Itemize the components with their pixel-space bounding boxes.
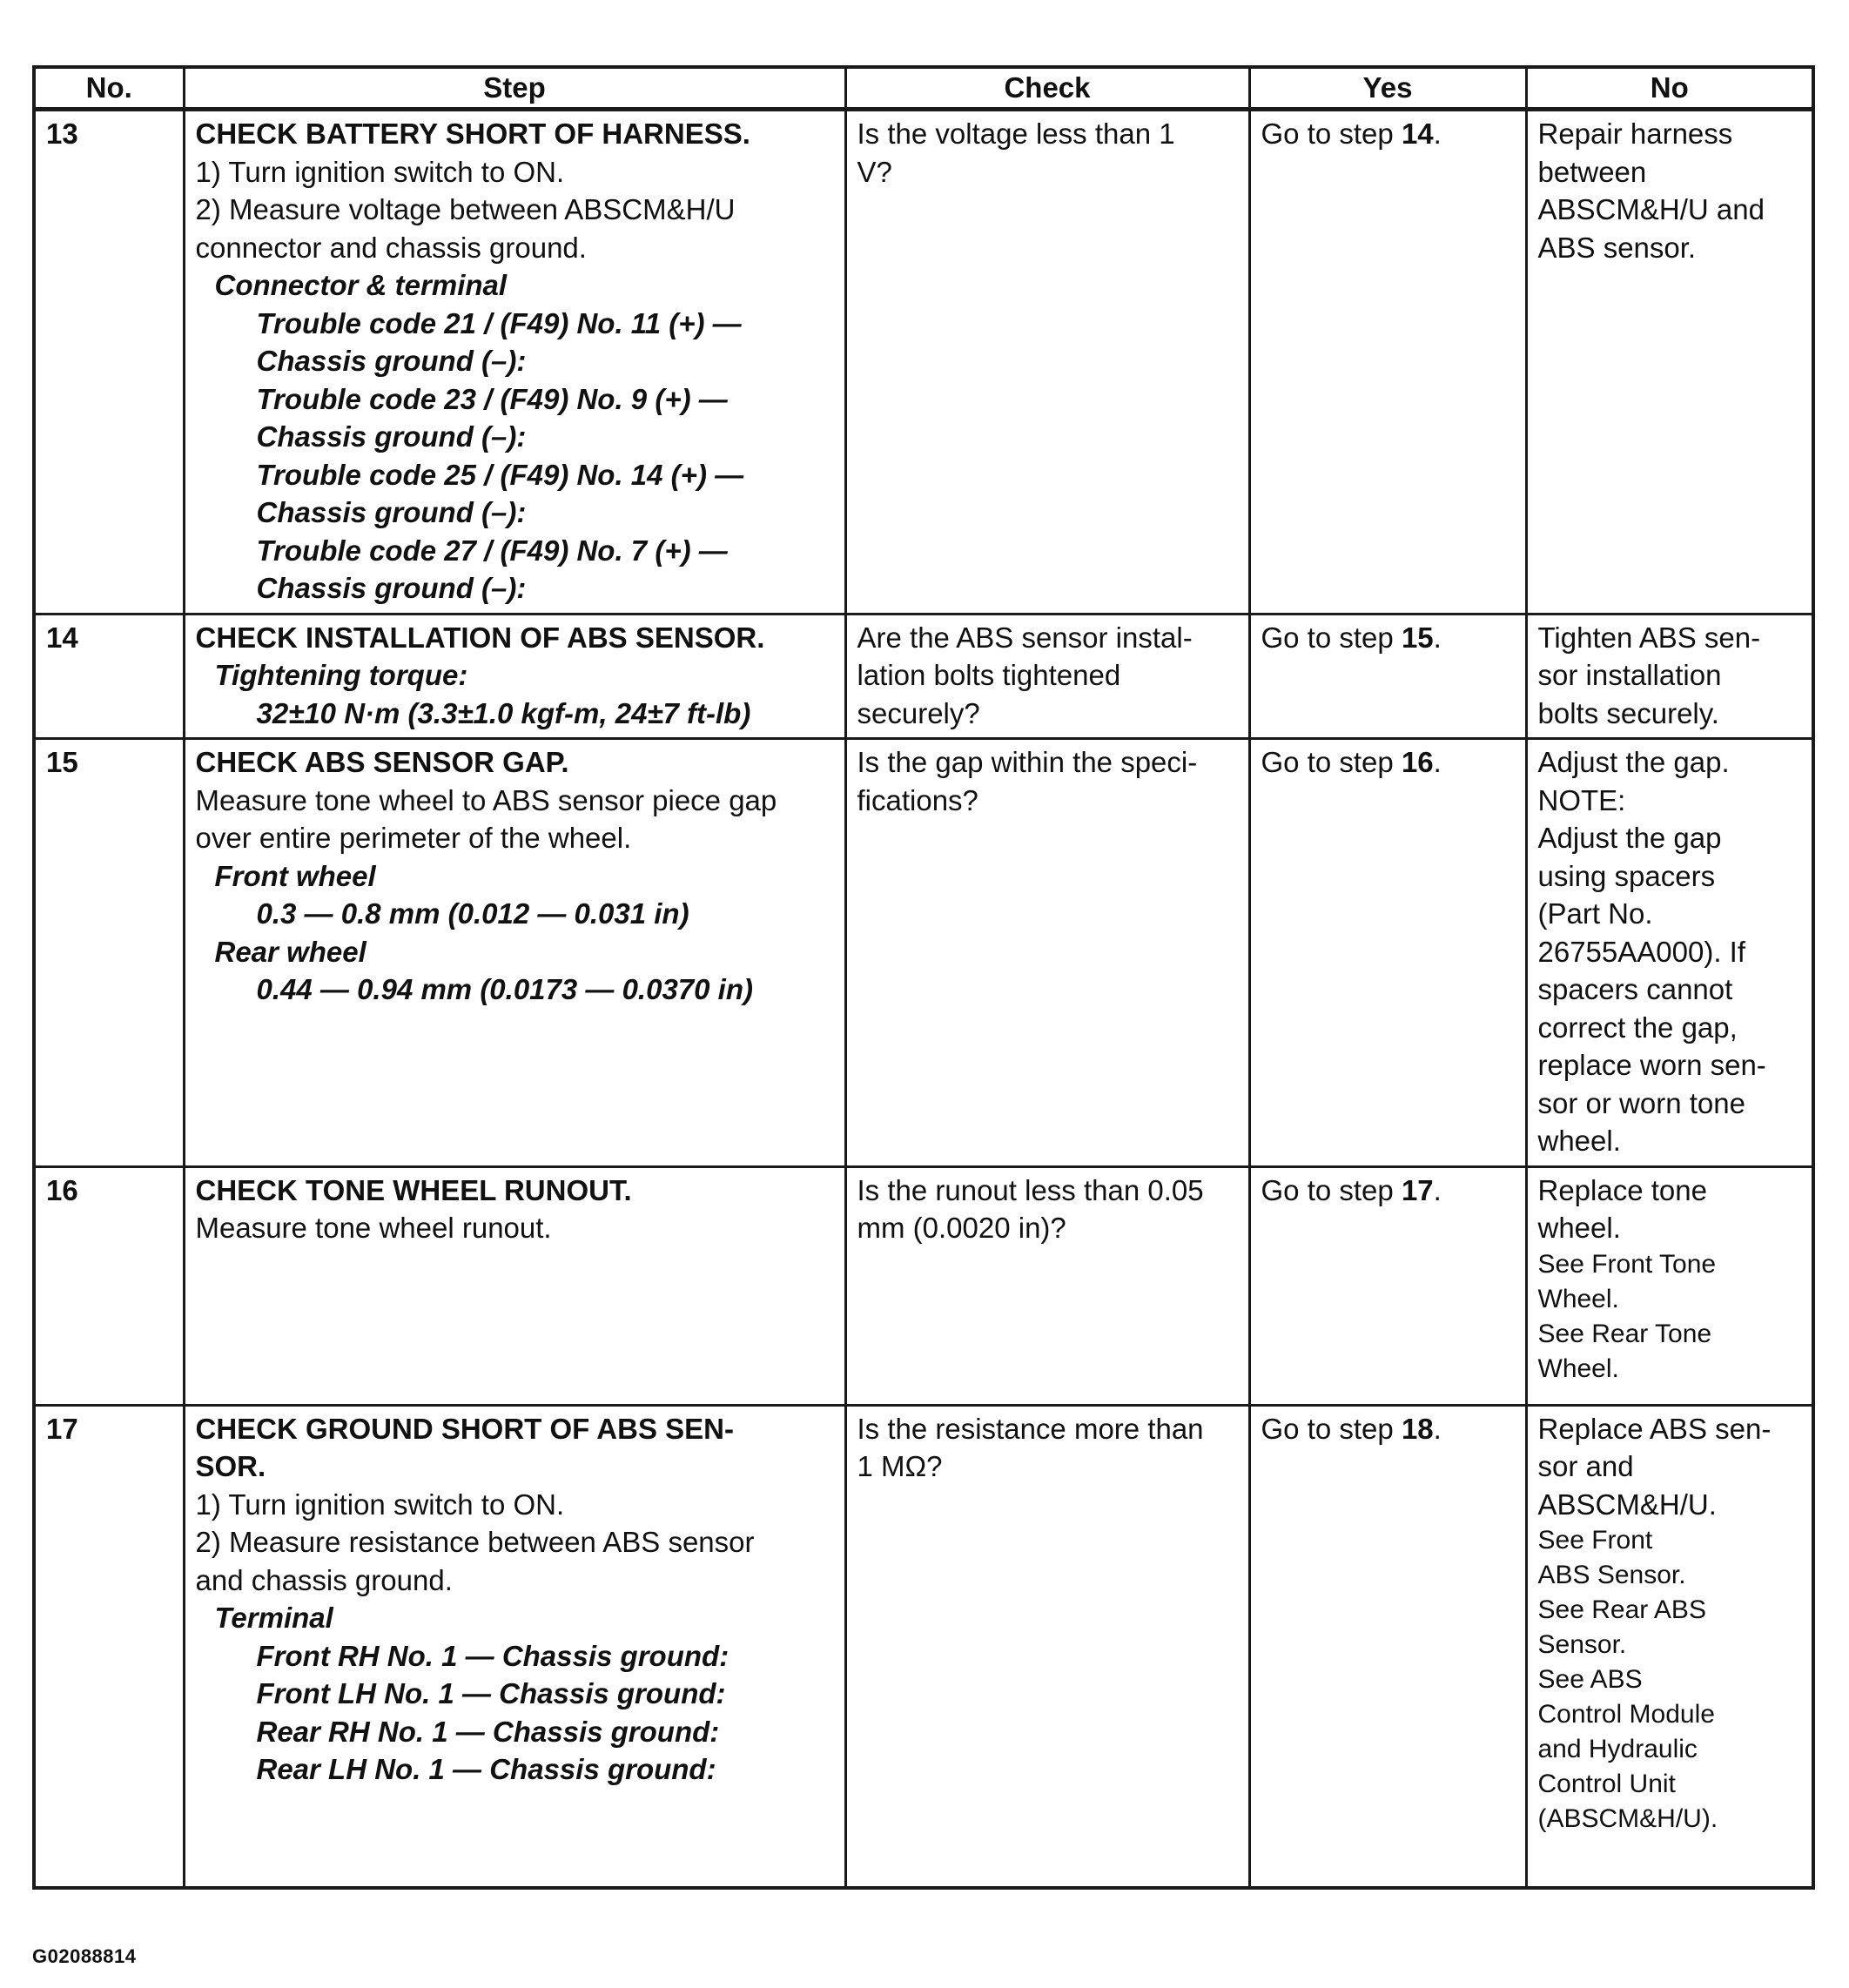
check-text: lation bolts tightened xyxy=(857,659,1121,691)
no-text: sor installation xyxy=(1537,659,1722,691)
check-cell xyxy=(845,1166,1249,1405)
yes-step-link: 14 xyxy=(1401,118,1434,150)
step-instruction: 2) Measure resistance between ABS sensor xyxy=(195,1526,755,1558)
table-row xyxy=(34,110,1813,615)
spec-line: Rear RH No. 1 — Chassis ground: xyxy=(256,1715,720,1748)
no-text: between xyxy=(1537,155,1647,188)
yes-cell xyxy=(1249,739,1526,1167)
yes-text: Go to step xyxy=(1261,746,1402,778)
check-cell xyxy=(845,614,1249,739)
step-cell xyxy=(184,1166,845,1405)
yes-punct: . xyxy=(1433,1412,1442,1445)
yes-text: Go to step xyxy=(1261,621,1402,654)
step-cell xyxy=(184,739,845,1167)
yes-punct: . xyxy=(1433,621,1442,654)
spec-line: Chassis ground (–): xyxy=(256,572,527,604)
yes-cell xyxy=(1249,1166,1526,1405)
spec-line: Chassis ground (–): xyxy=(256,420,527,453)
check-cell xyxy=(845,739,1249,1167)
no-reference: ABS Sensor. xyxy=(1537,1561,1686,1589)
no-reference: and Hydraulic xyxy=(1537,1735,1698,1763)
check-text: fications? xyxy=(857,783,978,816)
spec-line: Trouble code 23 / (F49) No. 9 (+) — xyxy=(256,382,728,415)
yes-punct: . xyxy=(1433,746,1442,778)
yes-step-link: 17 xyxy=(1401,1173,1434,1206)
no-text: Adjust the gap. xyxy=(1537,746,1730,778)
yes-text: Go to step xyxy=(1261,1173,1402,1206)
no-reference: Wheel. xyxy=(1537,1353,1619,1383)
spec-line: Front RH No. 1 — Chassis ground: xyxy=(256,1639,730,1672)
step-number: 16 xyxy=(34,1166,184,1405)
no-text: ABSCM&H/U and xyxy=(1537,193,1765,225)
header-step: Step xyxy=(184,67,845,110)
step-instruction: Measure tone wheel runout. xyxy=(195,1212,552,1244)
no-text: wheel. xyxy=(1537,1125,1621,1157)
no-text: sor or worn tone xyxy=(1537,1086,1745,1119)
yes-text: Go to step xyxy=(1261,118,1402,150)
spec-line: Chassis ground (–): xyxy=(256,496,527,528)
no-reference: Control Module xyxy=(1537,1700,1715,1729)
yes-step-link: 16 xyxy=(1401,746,1434,778)
no-text: wheel. xyxy=(1537,1212,1621,1244)
no-text: using spacers xyxy=(1537,859,1716,892)
no-text: Adjust the gap xyxy=(1537,822,1722,854)
yes-punct: . xyxy=(1433,118,1442,150)
no-cell xyxy=(1526,110,1813,615)
diagnostic-sheet xyxy=(32,65,1812,1967)
no-reference: Wheel. xyxy=(1537,1284,1619,1313)
no-text: Tighten ABS sen- xyxy=(1537,621,1761,654)
check-text: Is the voltage less than 1 xyxy=(857,118,1175,150)
check-text: V? xyxy=(857,155,892,188)
step-title: CHECK BATTERY SHORT OF HARNESS. xyxy=(195,118,750,150)
step-number: 13 xyxy=(34,110,184,615)
check-text: Is the resistance more than xyxy=(857,1412,1204,1445)
step-cell xyxy=(184,110,845,615)
step-number: 14 xyxy=(34,614,184,739)
table-row xyxy=(34,614,1813,739)
spec-line: Rear LH No. 1 — Chassis ground: xyxy=(256,1753,716,1785)
spec-line: Trouble code 25 / (F49) No. 14 (+) — xyxy=(256,458,744,491)
no-reference: Sensor. xyxy=(1537,1630,1627,1659)
no-text: ABSCM&H/U. xyxy=(1537,1488,1717,1521)
step-instruction: Measure tone wheel to ABS sensor piece gap xyxy=(195,783,777,816)
no-cell xyxy=(1526,1405,1813,1888)
no-reference: See ABS xyxy=(1537,1665,1643,1694)
no-text: Replace ABS sen- xyxy=(1537,1412,1772,1445)
step-title: SOR. xyxy=(195,1450,266,1482)
header-no: No. xyxy=(34,67,184,110)
no-text: bolts securely. xyxy=(1537,696,1719,729)
table-row xyxy=(34,739,1813,1167)
step-instruction: 1) Turn ignition switch to ON. xyxy=(195,155,565,188)
step-instruction: over entire perimeter of the wheel. xyxy=(195,822,632,854)
check-cell xyxy=(845,110,1249,615)
step-cell xyxy=(184,614,845,739)
no-reference: (ABSCM&H/U). xyxy=(1537,1804,1718,1833)
no-cell xyxy=(1526,739,1813,1167)
step-number: 15 xyxy=(34,739,184,1167)
check-text: Are the ABS sensor instal- xyxy=(857,621,1193,654)
table-row xyxy=(34,1166,1813,1405)
no-text: correct the gap, xyxy=(1537,1011,1738,1044)
no-text: 26755AA000). If xyxy=(1537,935,1746,968)
no-text: Repair harness xyxy=(1537,118,1733,150)
yes-punct: . xyxy=(1433,1173,1442,1206)
spec-heading: Front wheel xyxy=(214,859,376,892)
step-title: CHECK GROUND SHORT OF ABS SEN- xyxy=(195,1412,734,1445)
spec-heading: Tightening torque: xyxy=(214,659,468,691)
check-cell xyxy=(845,1405,1249,1888)
table-row xyxy=(34,1405,1813,1888)
no-text: Replace tone xyxy=(1537,1173,1707,1206)
spec-line: Trouble code 27 / (F49) No. 7 (+) — xyxy=(256,534,728,567)
yes-cell xyxy=(1249,1405,1526,1888)
header-row xyxy=(34,67,1813,110)
no-cell xyxy=(1526,614,1813,739)
step-title: CHECK TONE WHEEL RUNOUT. xyxy=(195,1173,632,1206)
step-instruction: and chassis ground. xyxy=(195,1563,453,1596)
header-check: Check xyxy=(845,67,1249,110)
step-title: CHECK ABS SENSOR GAP. xyxy=(195,746,569,778)
no-text: ABS sensor. xyxy=(1537,231,1697,264)
yes-cell xyxy=(1249,110,1526,615)
no-reference: See Rear ABS xyxy=(1537,1595,1706,1624)
step-title: CHECK INSTALLATION OF ABS SENSOR. xyxy=(195,621,765,654)
spec-heading: Connector & terminal xyxy=(214,269,508,301)
step-instruction: connector and chassis ground. xyxy=(195,231,587,264)
spec-line: 0.3 — 0.8 mm (0.012 — 0.031 in) xyxy=(256,897,689,930)
check-text: securely? xyxy=(857,696,980,729)
yes-step-link: 15 xyxy=(1401,621,1434,654)
no-reference: See Front Tone xyxy=(1537,1249,1717,1279)
yes-step-link: 18 xyxy=(1401,1412,1434,1445)
no-text: NOTE: xyxy=(1537,783,1626,816)
header-no-result: No xyxy=(1526,67,1813,110)
check-text: 1 MΩ? xyxy=(857,1450,943,1482)
no-text: spacers cannot xyxy=(1537,973,1733,1005)
figure-code: G02088814 xyxy=(32,1945,137,1967)
diagnostic-table xyxy=(32,65,1815,1890)
no-reference: See Rear Tone xyxy=(1537,1319,1712,1348)
check-text: mm (0.0020 in)? xyxy=(857,1212,1066,1244)
check-text: Is the gap within the speci- xyxy=(857,746,1198,778)
spec-line: Trouble code 21 / (F49) No. 11 (+) — xyxy=(256,306,742,339)
step-cell xyxy=(184,1405,845,1888)
no-reference: See Front xyxy=(1537,1526,1653,1555)
spec-line: 32±10 N·m (3.3±1.0 kgf-m, 24±7 ft-lb) xyxy=(256,696,751,729)
step-instruction: 1) Turn ignition switch to ON. xyxy=(195,1488,565,1521)
step-instruction: 2) Measure voltage between ABSCM&H/U xyxy=(195,193,736,225)
spec-line: Chassis ground (–): xyxy=(256,345,527,377)
spec-line: Front LH No. 1 — Chassis ground: xyxy=(256,1677,726,1709)
no-text: (Part No. xyxy=(1537,897,1653,930)
no-reference: Control Unit xyxy=(1537,1770,1676,1798)
spec-line: 0.44 — 0.94 mm (0.0173 — 0.0370 in) xyxy=(256,973,753,1005)
step-number: 17 xyxy=(34,1405,184,1888)
no-cell xyxy=(1526,1166,1813,1405)
spec-heading: Terminal xyxy=(214,1602,333,1634)
no-text: sor and xyxy=(1537,1450,1634,1482)
yes-text: Go to step xyxy=(1261,1412,1402,1445)
no-text: replace worn sen- xyxy=(1537,1049,1766,1081)
yes-cell xyxy=(1249,614,1526,739)
spec-heading: Rear wheel xyxy=(214,935,366,968)
check-text: Is the runout less than 0.05 xyxy=(857,1173,1204,1206)
header-yes: Yes xyxy=(1249,67,1526,110)
